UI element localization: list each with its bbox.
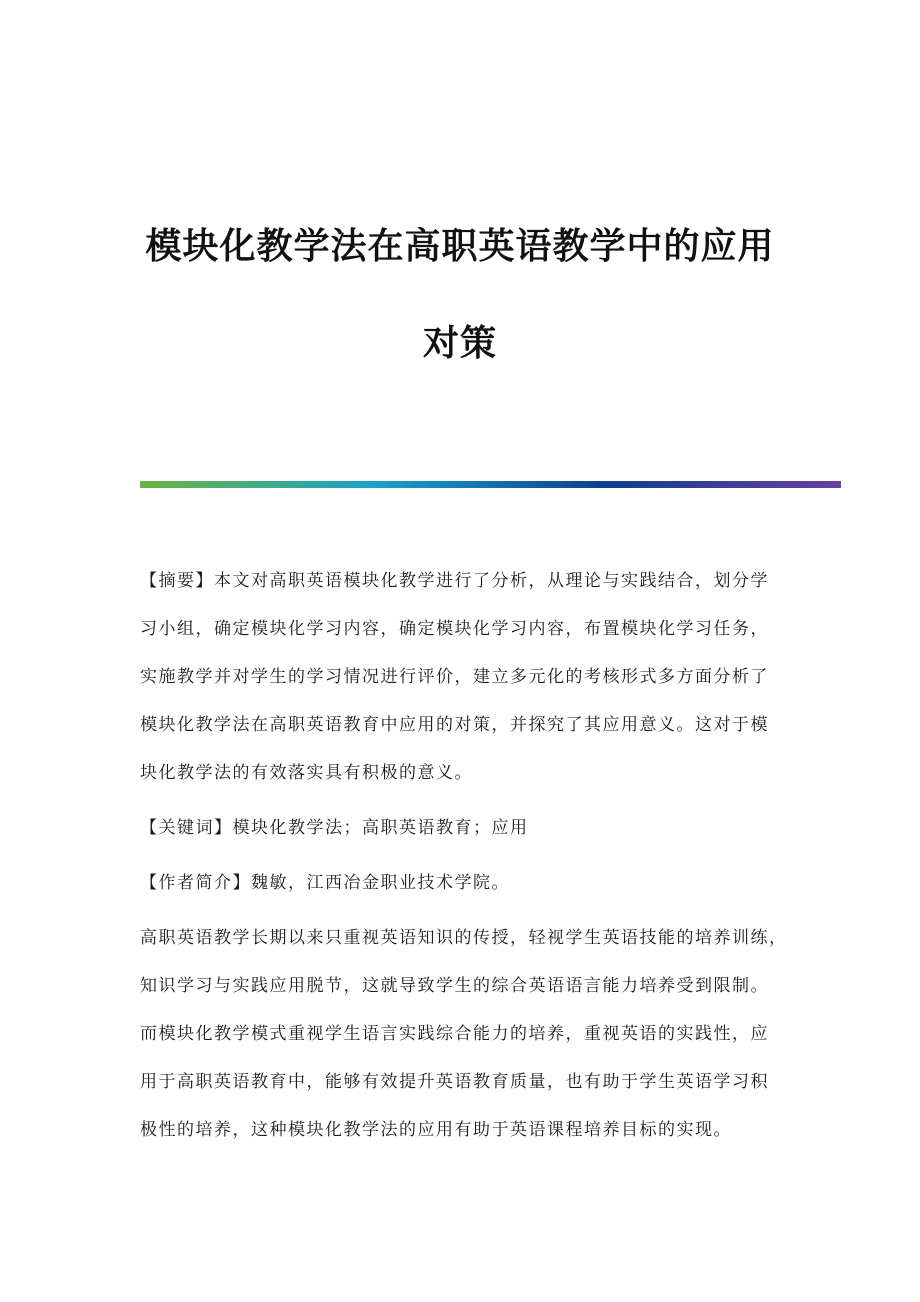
abstract-section [140,557,780,797]
abstract-line: 【摘要】本文对高职英语模块化教学进行了分析，从理论与实践结合，划分学 [140,571,769,591]
document-title-line-1: 模块化教学法在高职英语教学中的应用 [145,226,775,267]
intro-line: 高职英语教学长期以来只重视英语知识的传授，轻视学生英语技能的培养训练， [140,928,788,948]
abstract-line: 实施教学并对学生的学习情况进行评价，建立多元化的考核形式多方面分析了 [140,667,769,687]
title-divider [140,481,841,488]
abstract-line: 块化教学法的有效落实具有积极的意义。 [140,763,473,783]
intro-paragraph [140,914,788,1154]
intro-line: 极性的培养，这种模块化教学法的应用有助于英语课程培养目标的实现。 [140,1120,732,1140]
intro-line: 而模块化教学模式重视学生语言实践综合能力的培养，重视英语的实践性，应 [140,1024,769,1044]
author-info-line: 【作者简介】魏敏，江西冶金职业技术学院。 [140,873,510,893]
abstract-line: 模块化教学法在高职英语教育中应用的对策，并探究了其应用意义。这对于模 [140,715,769,735]
intro-line: 知识学习与实践应用脱节，这就导致学生的综合英语语言能力培养受到限制。 [140,976,769,996]
abstract-line: 习小组，确定模块化学习内容，确定模块化学习内容，布置模块化学习任务， [140,619,769,639]
document-title-line-2: 对策 [422,323,497,364]
keywords-line: 【关键词】模块化教学法；高职英语教育；应用 [140,818,529,838]
intro-line: 用于高职英语教育中，能够有效提升英语教育质量，也有助于学生英语学习积 [140,1072,769,1092]
